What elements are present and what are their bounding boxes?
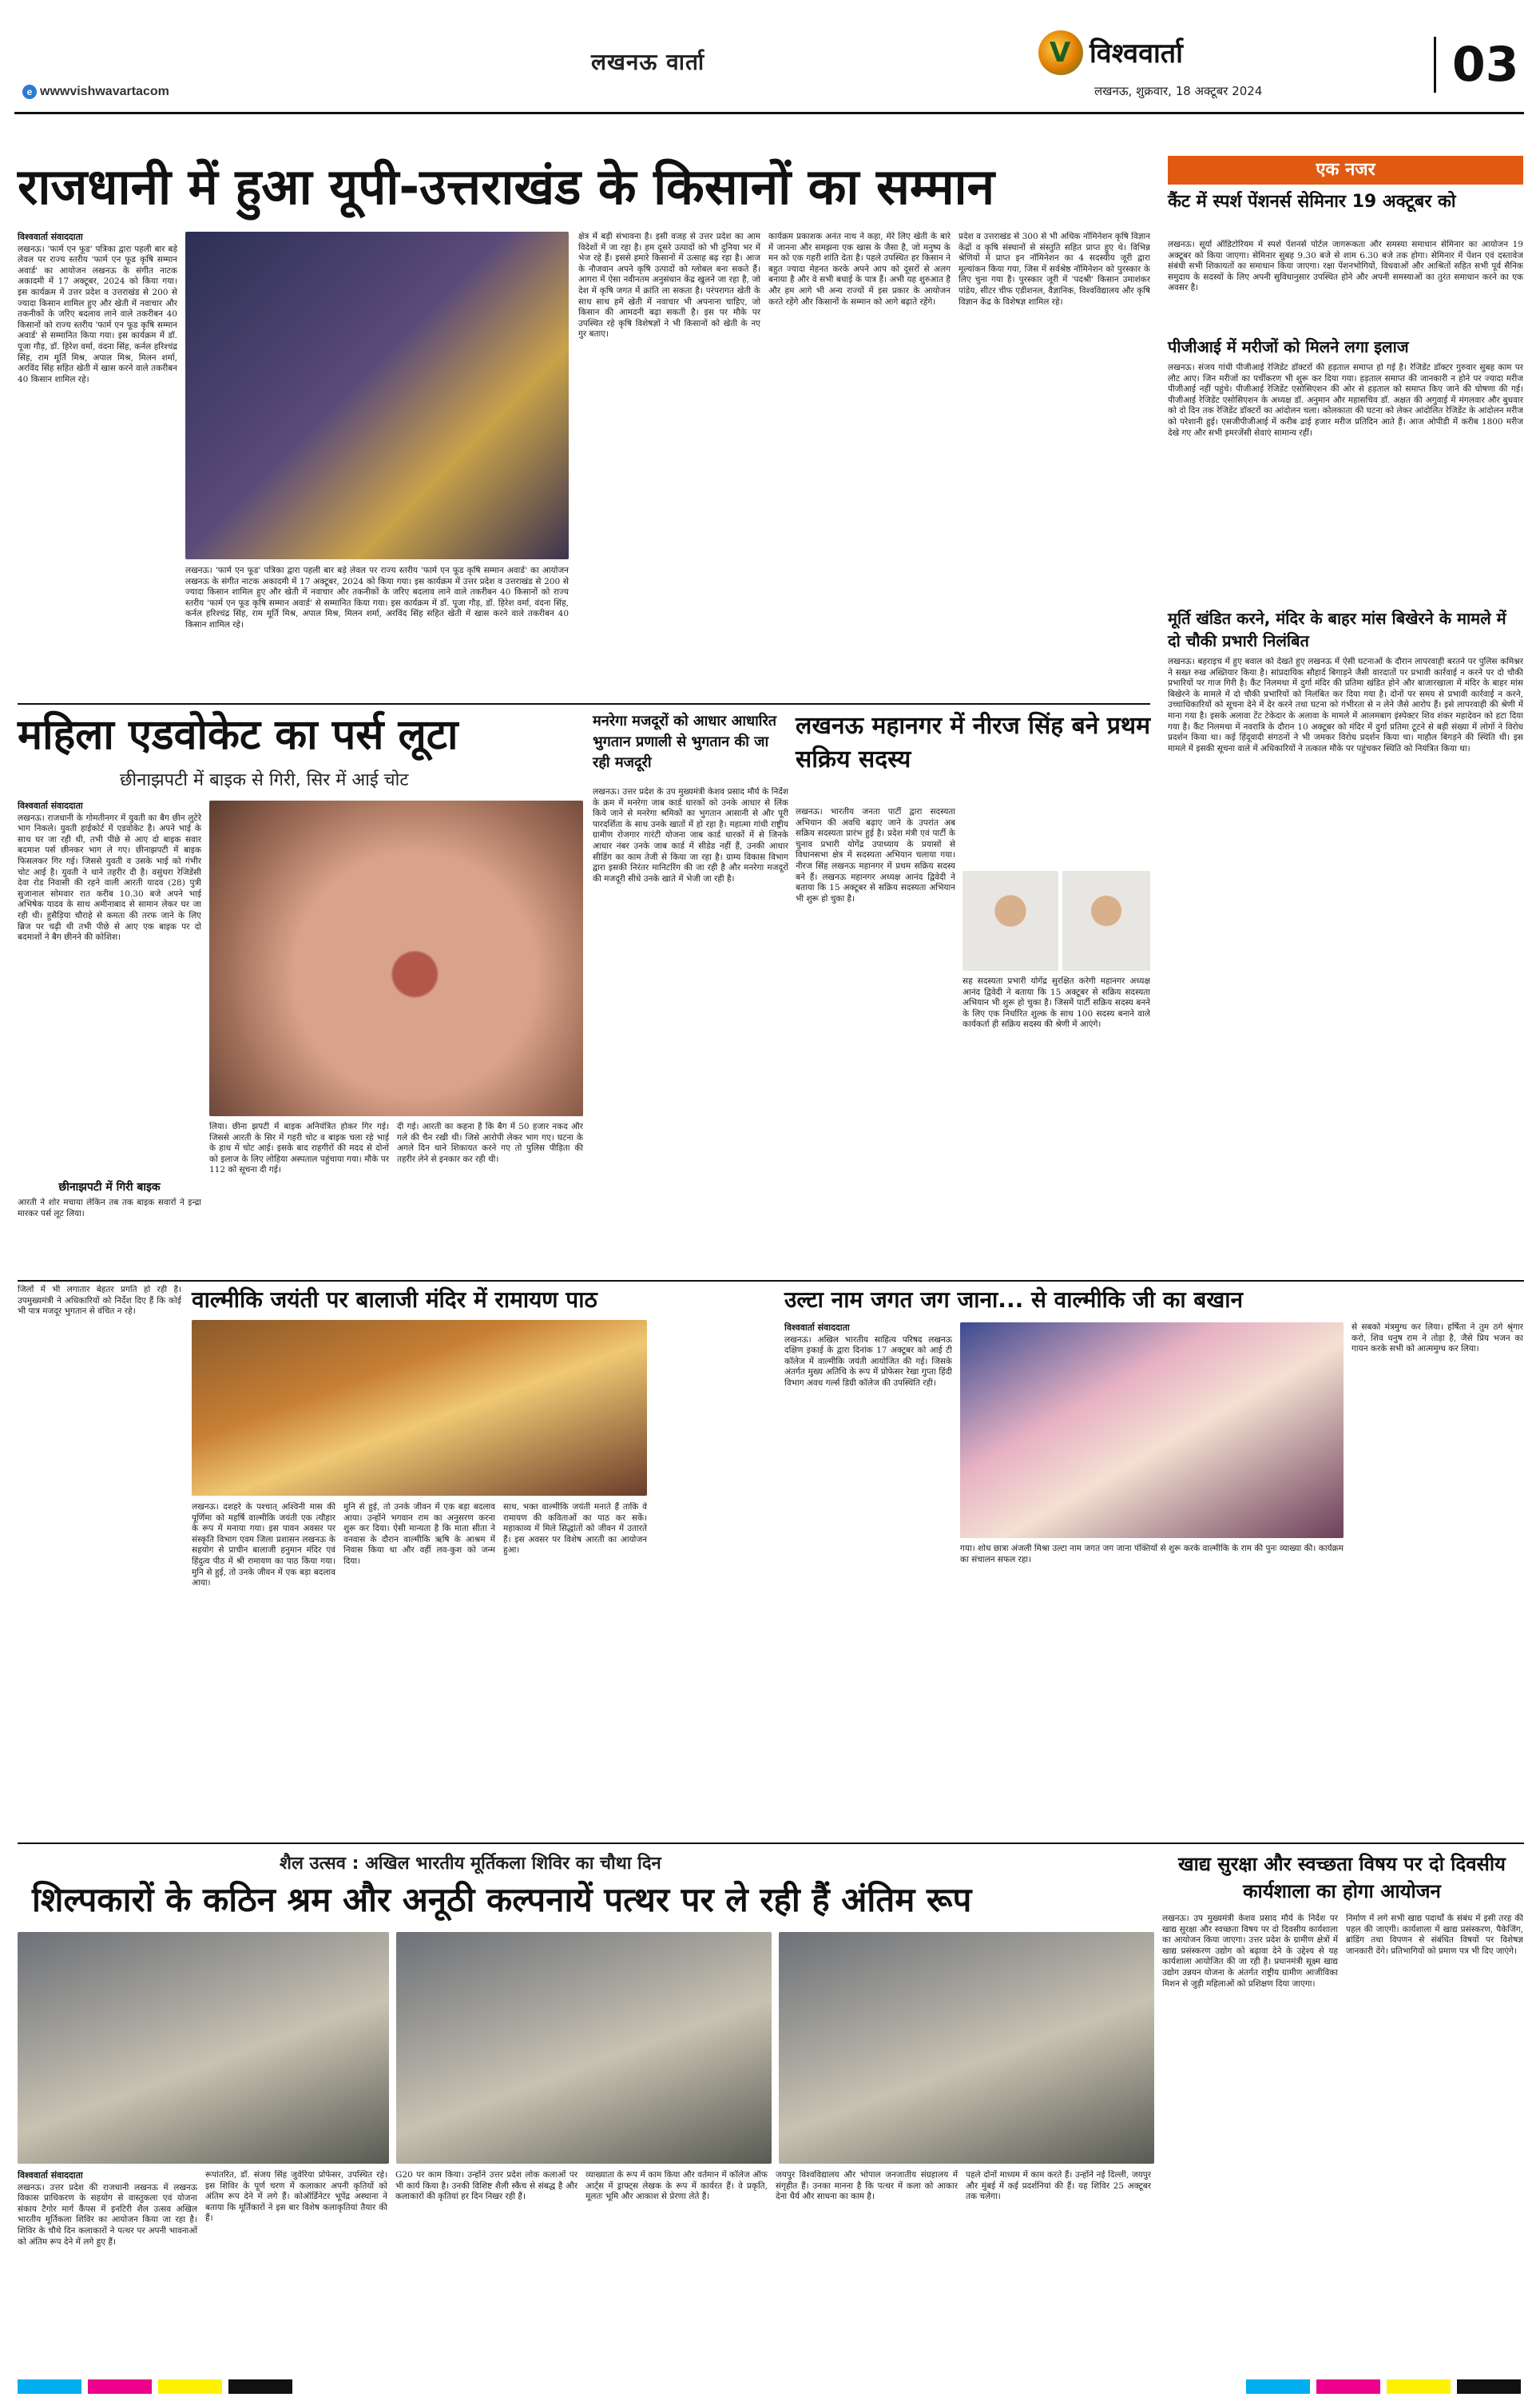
valmiki-bakhan-photo: [960, 1322, 1344, 1538]
lead-photo-award-ceremony: [185, 232, 569, 559]
divider: [18, 703, 1150, 705]
site-url-text: wwwvishwavartacom: [40, 85, 169, 98]
valmiki-bakhan-col-1: [784, 1322, 952, 1838]
neeraj-headline: लखनऊ महानगर में नीरज सिंह बने प्रथम सक्रिय सदस्य: [796, 712, 1151, 773]
print-mark-cyan: [1246, 2379, 1310, 2394]
right-item-2-headline: पीजीआई में मरीजों को मिलने लगा इलाज: [1168, 337, 1409, 356]
print-mark-cyan: [18, 2379, 81, 2394]
valmiki-bakhan-col-3: से सबको मंत्रमुग्ध कर लिया। हर्षिता ने तुम ठगे श्रृंगार करो, शिव धनुष राम ने तोड़ा है, जैसे प्रिय भजन का गायन करके सभी को आत्ममुग्ध कर लिया।: [1351, 1322, 1523, 1354]
divider: [18, 1842, 1524, 1844]
valmiki-temple-col-3: साथ, भक्त वाल्मीकि जयंती मनाते हैं ताकि वे रामायण की कविताओं का पाठ कर सकें। महाकाव्य में मिले सिद्धांतों को जीवन में उतारते हैं। इस अवसर पर विशेष आरती का आयोजन हुआ।: [503, 1502, 647, 1556]
sculpture-col-6: पहले दोनों माध्यम में काम करते हैं। उन्होंने नई दिल्ली, जयपुर और मुंबई में कई प्रदर्शनियां की हैं। यह शिविर 25 अक्टूबर तक चलेगा।: [966, 2170, 1151, 2202]
manrega-headline: मनरेगा मजदूरों को आधार आधारित भुगतान प्रणाली से भुगतान की जा रही मजदूरी: [593, 713, 777, 771]
advocate-col-2: लिया। छीना झपटी में बाइक अनियंत्रित होकर गिर गई। जिससे आरती के सिर में गहरी चोट व बाइक चला रहे भाई के हाथ में चोट आई। इसके बाद राहगीरों की मदद से दोनों को इलाज के लिए लोहिया अस्पताल पहुंचाया गया। मौके पर 112 को सूचना दी गई।: [209, 1122, 389, 1175]
lead-col-1b: [185, 566, 569, 698]
valmiki-temple-col-2: मुनि से हुई, तो उनके जीवन में एक बड़ा बदलाव आया। उन्होंने भगवान राम का अनुसरण करना शुरू कर दिया। ऐसी मान्यता है कि माता सीता ने वनवास के दौरान वाल्मीकि ऋषि के आश्रम में निवास किया था और वहीं लव-कुश को जन्म दिया।: [343, 1502, 495, 1566]
sculpture-photo-3: [779, 1932, 1154, 2164]
print-mark-magenta: [1316, 2379, 1380, 2394]
print-mark-magenta: [88, 2379, 152, 2394]
valmiki-bakhan-col-2: गया। शोध छात्रा अंजली मिश्रा उल्टा नाम जगत जग जाना पंक्तियों से शुरू करके वाल्मीकि के राम की पुनः व्याख्या की। कार्यक्रम का संचालन सफल रहा।: [960, 1544, 1344, 1564]
right-item-1-body: लखनऊ। सूर्या ऑडिटोरियम में स्पर्श पेंशनर्स पोर्टल जागरूकता और समस्या समाधान सेमिनार का आयोजन 19 अक्टूबर को किया जाएगा। सेमिनार सुबह 9.30 बजे से शाम 6.30 बजे तक होगा। सेमिनार में पेंशन एवं दस्तावेज संबंधी सभी शिकायतों का समाधान किया जाएगा। रक्षा पेंशनभोगियों, विधवाओं और आश्रितों सहित सभी पूर्व सैनिक समुदाय के सदस्यों के लिए अपनी सुविधानुसार उपस्थित होने और अपनी समस्याओं का तुरंत समाधान करने का एक अवसर है।: [1168, 240, 1523, 293]
lead-headline: राजधानी में हुआ यूपी-उत्तराखंड के किसानों का सम्मान: [18, 157, 995, 216]
advocate-box-body: आरती ने शोर मचाया लेकिन तब तक बाइक सवारों ने इन्द्रा मारकर पर्स लूट लिया।: [18, 1198, 201, 1218]
valmiki-bakhan-byline: विश्ववार्ता संवाददाता: [784, 1322, 850, 1333]
print-mark-yellow: [1387, 2379, 1451, 2394]
sculpture-photo-1: [18, 1932, 389, 2164]
lead-byline: विश्ववार्ता संवाददाता: [18, 232, 83, 242]
lead-col-3: कार्यक्रम प्रकाशक अनंत नाथ ने कहा, मेरे लिए खेती के बारे में जानना और समझना एक खास के जैसा है, जो मनुष्य के मन को एक गहरी शांति देता है। पहले उपस्थित हर किसान ने बहुत ज्यादा मेहनत करके अपने आप को दूसरों से अलग बनाया है और वे सभी बधाई के पात्र हैं। अभी यह शुरुआत है और हम आगे भी अन्य राज्यों में इस प्रकार के आयोजन करते रहेंगे और किसानों के सम्मान को आगे बढ़ाते रहेंगे।: [768, 232, 951, 307]
sculpture-col-5: जयपुर विश्वविद्यालय और भोपाल जनजातीय संग्रहालय में संगृहीत हैं। उनका मानना है कि पत्थर में कला को आकार देना धैर्य और साधना का काम है।: [776, 2170, 958, 2202]
valmiki-bakhan-body: लखनऊ। अखिल भारतीय साहित्य परिषद लखनऊ दक्षिण इकाई के द्वारा दिनांक 17 अक्टूबर को आई टी कॉलेज में वाल्मीकि जयंती आयोजित की गई। जिसके अंतर्गत मुख्य अतिथि के रूप में प्रोफेसर रेखा गुप्ता हिंदी विभाग अवध गर्ल्स डिग्री कॉलेज की उपस्थिति रही।: [784, 1334, 952, 1388]
sculpture-col-2: रूपांतरित, डॉ. संजय सिंह जुवेरिया प्रोफेसर, उपस्थित रहे। इस शिविर के पूर्ण चरण में कलाकार अपनी कृतियों को अंतिम रूप देने में लगे हैं। कोऑर्डिनेटर भूपेंद्र अस्थाना ने बताया कि मूर्तिकारों ने इस बार विशेष कलाकृतियां तैयार की हैं।: [205, 2170, 387, 2224]
lead-col-2: क्षेत्र में बड़ी संभावना है। इसी वजह से उत्तर प्रदेश का आम विदेशों में जा रहा है। हम दूसरे उत्पादों को भी दुनिया भर में भेज रहे हैं। इससे हमारे किसानों में उत्साह बढ़ रहा है। आज के नौजवान अपने कृषि उत्पादों को ग्लोबल बना सकते हैं। आगरा में ऐसा नवीनतम अनुसंधान केंद्र खुलने जा रहा है, जो देश में कृषि जगत में क्रांति ला सकता है। परंपरागत खेती के साथ साथ हमें खेती में नवाचार भी अपनाना चाहिए, जो किसान की आमदनी बढ़ा सकती है। इस पर मौके पर उपस्थित रहे कृषि विशेषज्ञों ने भी किसानों को खेती के नए गुर बताए।: [578, 232, 760, 340]
sculpture-body: लखनऊ। उत्तर प्रदेश की राजधानी लखनऊ में लखनऊ विकास प्राधिकरण के सहयोग से वास्तुकला एवं योजना संकाय टैगोर मार्ग कैंपस में इनटिरी शैल उत्सव अखिल भारतीय मूर्तिकला शिविर का आयोजन किया जा रहा है। शिविर के चौथे दिन कलाकारों ने पत्थर पर अपनी भावनाओं को अंतिम रूप देने में लगे हुए हैं।: [18, 2182, 197, 2247]
masthead: [0, 0, 1540, 120]
advocate-byline: विश्ववार्ता संवाददाता: [18, 801, 83, 811]
advocate-col-1: [18, 801, 201, 1176]
sculpture-col-3: G20 पर काम किया। उन्होंने उत्तर प्रदेश लोक कलाओं पर भी कार्य किया है। उनकी विशिष्ट शैली स्कैच से संबद्ध है और कलाकारों की कृतियां हर दिन निखर रही हैं।: [395, 2170, 578, 2202]
right-item-1-headline: कैंट में स्पर्श पेंशनर्स सेमिनार 19 अक्टूबर को: [1168, 192, 1456, 212]
print-mark-black: [1457, 2379, 1521, 2394]
page-number: 03: [1434, 37, 1519, 93]
masthead-rule: [14, 112, 1524, 114]
neeraj-col-1: लखनऊ। भारतीय जनता पार्टी द्वारा सदस्यता अभियान की अवधि बढ़ाए जाने के उपरांत अब सक्रिय सदस्यता प्रारंभ हुई है। प्रदेश मंत्री एवं पार्टी के चुनाव प्रभारी योगेंद्र उपाध्याय के प्रयासों से विधानसभा क्षेत्र में सदस्यता अभियान चलाया गया। नीरज सिंह लखनऊ महानगर में प्रथम सक्रिय सदस्य बने हैं। लखनऊ महानगर अध्यक्ष आनंद द्विवेदी ने बताया कि 15 अक्टूबर से सक्रिय सदस्यता अभियान भी शुरू हो चुका है।: [796, 807, 955, 904]
lead-col-4: प्रदेश व उत्तराखंड से 300 से भी अधिक नॉमिनेशन कृषि विज्ञान केंद्रों व कृषि संस्थानों से संस्तुति सहित प्राप्त हुए थे। विभिन्न श्रेणियों में प्राप्त इन नॉमिनेशन का 4 सदस्यीय जूरी द्वारा मूल्यांकन किया गया, जिस में सर्वश्रेष्ठ नॉमिनेशन को पुरस्कार के लिए चुना गया है। पुरस्कार जूरी में 'पदश्री' किसान उमाशंकर पांडेय, सीटर चीफ एडीशनल, वैज्ञानिक, विश्वविद्यालय और कृषि विज्ञान केंद्र के विशेषज्ञ शामिल रहे।: [959, 232, 1150, 307]
neeraj-col-2: सह सदस्यता प्रभारी योगेंद्र सुरक्षित करेगी महानगर अध्यक्ष आनंद द्विवेदी ने बताया कि 15 अक्टूबर से सक्रिय सदस्यता अभियान भी शुरू हो चुका है। जिसमें पार्टी सक्रिय सदस्य बनने के लिए एक निर्धारित शुल्क के साथ 100 सदस्य बनाने वाले कार्यकर्ता ही सक्रिय सदस्य की श्रेणी में आएंगे।: [963, 976, 1150, 1030]
section-title: लखनऊ वार्ता: [591, 49, 705, 75]
right-item-3-body: लखनऊ। बहराइच में हुए बवाल को देखते हुए लखनऊ में ऐसी घटनाओं के दौरान लापरवाही बरतने पर पुलिस कमिश्नर ने सख्त रुख अख्तियार किया है। सांप्रदायिक सौहार्द बिगाड़ने जैसी वारदातों पर प्रभावी कार्रवाई न करने पर दो चौकी प्रभारियों पर गाज गिरी है। कैंट निलमथा में दुर्गा मंदिर की प्रतिमा खंडित होने और बाजारखाला में मंदिर के बाहर मांस बिखेरने के मामले में दो चौकी प्रभारियों को निलंबित कर दिया गया है। दोनों पर समय से प्रभावी कार्रवाई न करने, उच्चाधिकारियों को सूचना देने में देर करने तथा घटना को गंभीरता से न लेने जैसे आरोप हैं। इसे लापरवाही की श्रेणी में माना गया है। इसके अलावा टेंट टेकेदार के अलावा के मामले में आलमबाग इंस्पेक्टर शिव शंकर महादेवन को हटा दिया गया है। कैंट निलमथा में नवरात्रि के दौरान 10 अक्टूबर को मंदिर में दुर्गा प्रतिमा टूटने से बड़ी संख्या में लोगों ने विरोध प्रदर्शन किया था। कई हिंदूवादी संगठनों ने भी जमकर विरोध प्रदर्शन किया था। माहौल बिगड़ने की स्थिति थी। इस मामले में इसकी सूचना वाले में अधिकारियों ने तत्काल मौके पर पहुंचकर स्थिति को नियंत्रित किया था।: [1168, 657, 1523, 753]
right-item-3-headline: मूर्ति खंडित करने, मंदिर के बाहर मांस बिखेरने के मामले में दो चौकी प्रभारी निलंबित: [1168, 609, 1506, 650]
advocate-box-title: छीनाझपटी में गिरी बाइक: [58, 1181, 161, 1194]
advocate-subhead: छीनाझपटी में बाइक से गिरी, सिर में आई चोट: [120, 770, 409, 790]
manrega-body: लखनऊ। उत्तर प्रदेश के उप मुख्यमंत्री केशव प्रसाद मौर्य के निर्देश के क्रम में मनरेगा जाब कार्ड धारकों को उनके आधार से लिंक किये जाने से मनरेगा श्रमिकों का भुगतान आसानी से और पूरी पारदर्शिता के साथ उनके खातों में हो रहा है। महात्मा गांधी राष्ट्रीय ग्रामीण रोजगार गारंटी योजना जाब कार्ड धारकों में से जिनके आधार नंबर उनके जाब कार्ड में सीडेड नहीं हैं, उनकी आधार सीडिंग का काम तेजी से किया जा रहा है। ग्राम्य विकास विभाग द्वारा इसकी निरंतर मानिटरिंग की जा रही है और मनरेगा मजदूरों की मजदूरी सीधे उनके खाते में भेजी जा रही है।: [593, 787, 788, 884]
print-mark-yellow: [158, 2379, 222, 2394]
advocate-col-3: दी गई। आरती का कहना है कि बैग में 50 हजार नकद और गले की चैन रखी थी। जिसे आरोपी लेकर भाग गए। घटना के अगले दिन थाने शिकायत करने गए तो पुलिस पीड़िता की तहरीर लेने से इनकार कर रही थी।: [397, 1122, 583, 1164]
brand-logo: [1038, 30, 1278, 78]
site-url[interactable]: [22, 85, 169, 99]
sculpture-headline: शिल्पकारों के कठिन श्रम और अनूठी कल्पनायें पत्थर पर ले रही हैं अंतिम रूप: [32, 1880, 972, 1919]
advocate-headline: महिला एडवोकेट का पर्स लूटा: [18, 711, 458, 759]
advocate-box: [18, 1179, 201, 1275]
divider: [18, 1280, 1524, 1282]
browser-icon: e: [22, 85, 37, 99]
lead-col-1-text: लखनऊ। 'फार्म एन फूड' पत्रिका द्वारा पहली बार बड़े लेवल पर राज्य स्तरीय 'फार्म एन फूड कृषि सम्मान अवार्ड' का आयोजन लखनऊ के संगीत नाटक अकादमी में 17 अक्टूबर, 2024 को किया गया। इस कार्यक्रम में उत्तर प्रदेश व उत्तराखंड से 200 से ज्यादा किसान शामिल हुए और खेती में नवाचार और तकनीकों के जरिए बदलाव लाने वाले तकरीबन 40 किसानों को राज्य स्तरीय 'फार्म एन फूड कृषि सम्मान अवार्ड' से सम्मानित किया गया। इस कार्यक्रम में डॉ. पूजा गौड़, डॉ. हिरेश वर्मा, वंदना सिंह, कर्नल हरिश्चंद्र सिंह, राम मूर्ति मिश्र, अपाल मिश्र, मिलन शर्मा, अरविंद सिंह सहित खेती में खास करने वाले तकरीबन 40 किसान शामिल रहे।: [18, 244, 177, 384]
sculpture-kicker: शैल उत्सव : अखिल भारतीय मूर्तिकला शिविर का चौथा दिन: [280, 1854, 661, 1874]
sculpture-photo-2: [396, 1932, 772, 2164]
lead-col-1b-text: लखनऊ। 'फार्म एन फूड' पत्रिका द्वारा पहली बार बड़े लेवल पर राज्य स्तरीय 'फार्म एन फूड कृषि सम्मान अवार्ड' का आयोजन लखनऊ के संगीत नाटक अकादमी में 17 अक्टूबर, 2024 को किया गया। इस कार्यक्रम में उत्तर प्रदेश व उत्तराखंड से 200 से ज्यादा किसान शामिल हुए और खेती में नवाचार और तकनीकों के जरिए बदलाव लाने वाले तकरीबन 40 किसानों को राज्य स्तरीय 'फार्म एन फूड कृषि सम्मान अवार्ड' से सम्मानित किया गया। इस कार्यक्रम में डॉ. पूजा गौड़, डॉ. हिरेश वर्मा, वंदना सिंह, कर्नल हरिश्चंद्र सिंह, राम मूर्ति मिश्र, अपाल मिश्र, मिलन शर्मा, अरविंद सिंह सहित खेती में खास करने वाले तकरीबन 40 किसान शामिल रहे।: [185, 566, 569, 630]
ek-nazar-label: एक नजर: [1168, 156, 1523, 185]
neeraj-photo-1: [963, 871, 1058, 971]
lead-col-1: [18, 232, 177, 699]
valmiki-temple-col-1: लखनऊ। दशहरे के पश्चात् अश्विनी मास की पूर्णिमा को महर्षि वाल्मीकि जयंती एक त्यौहार के रूप में मनाया गया। इस पावन अवसर पर संस्कृति विभाग एवम जिला प्रशासन लखनऊ के सहयोग से प्राचीन बालाजी हनुमान मंदिर एवं हिंदुत्व पीठ में श्री रामायण का पाठ किया गया। मुनि से हुई, तो उनके जीवन में एक बड़ा बदलाव आया।: [192, 1502, 335, 1588]
advocate-body: लखनऊ। राजधानी के गोमतीनगर में युवती का बैग छीन लुटेरे भाग निकले। युवती हाईकोर्ट में एडवोकेट है। अपने भाई के साथ घर जा रही थी, तभी पीछे से आए दो बाइक सवार बदमाश पर्स छीनकर भाग ले गए। छीनाझपटी में बाइक फिसलकर गिर गई। जिससे युवती व उसके भाई को गंभीर चोट आई है। युवती ने थाने तहरीर दी है। वसुंधरा रेजिडेंसी देवा रोड निवासी की रहने वाली आरती यादव (28) पुत्री सुजानाल सोमवार रात करीब 10.30 बजे अपने भाई अभिषेक यादव के साथ अमीनाबाद से सामान लेकर घर जा रही थी। हुसैड़िया चौराहे से कमता की तरफ जाने के लिए ब्रिज पर चढ़ी थी तभी पीछे से आए एक बाइक पर दो बदमाशों ने बैग छीनने की कोशिश।: [18, 813, 201, 943]
bus-story-col: जिलों में भी लगातार बेहतर प्रगति हो रही है। उपमुख्यमंत्री ने अधिकारियों को निर्देश दिए हैं कि कोई भी पात्र मजदूर भुगतान से वंचित न रहे।: [18, 1285, 181, 1317]
sculpture-col-1: [18, 2170, 197, 2376]
print-mark-black: [228, 2379, 292, 2394]
sculpture-byline: विश्ववार्ता संवाददाता: [18, 2170, 83, 2180]
food-safety-headline: खाद्य सुरक्षा और स्वच्छता विषय पर दो दिवसीय कार्यशाला का होगा आयोजन: [1178, 1853, 1506, 1902]
valmiki-temple-headline: वाल्मीकि जयंती पर बालाजी मंदिर में रामायण पाठ: [192, 1286, 597, 1313]
sculpture-col-4: व्याख्याता के रूप में काम किया और वर्तमान में कॉलेज ऑफ आर्ट्स में ड्राफ्ट्स लेखक के रूप में कार्यरत हैं। वे प्रकृति, मूलतः भूमि और आकाश से प्रेरणा लेते हैं।: [585, 2170, 768, 2202]
dateline: लखनऊ, शुक्रवार, 18 अक्टूबर 2024: [1094, 84, 1263, 98]
neeraj-photo-2: [1062, 871, 1150, 971]
food-safety-col-1: लखनऊ। उप मुख्यमंत्री केशव प्रसाद मौर्य के निर्देश पर खाद्य सुरक्षा और स्वच्छता विषय पर दो दिवसीय कार्यशाला का आयोजन किया जाएगा। उत्तर प्रदेश के ग्रामीण क्षेत्रों में खाद्य प्रसंस्करण उद्योग को बढ़ावा देने के उद्देश्य से यह कार्यशाला आयोजित की जा रही है। प्रधानमंत्री सूक्ष्म खाद्य उद्योग उन्नयन योजना के अंतर्गत राष्ट्रीय ग्रामीण आजीविका मिशन से जुड़ी महिलाओं को प्रशिक्षण दिया जाएगा।: [1162, 1914, 1338, 1989]
food-safety-col-2: निर्माण में लगे सभी खाद्य पदार्थों के संबंध में इसी तरह की पहल की जाएगी। कार्यशाला में खाद्य प्रसंस्करण, पैकेजिंग, ब्रांडिंग तथा विपणन से संबंधित विषयों पर विशेषज्ञ जानकारी देंगे। प्रतिभागियों को प्रमाण पत्र भी दिए जाएंगे।: [1346, 1914, 1523, 1956]
valmiki-bakhan-headline: उल्टा नाम जगत जग जाना... से वाल्मीकि जी का बखान: [784, 1286, 1244, 1313]
advocate-photo-injury: [209, 801, 583, 1116]
logo-badge-icon: [1038, 30, 1083, 75]
valmiki-temple-photo: [192, 1320, 647, 1496]
brand-name: विश्ववार्ता: [1090, 38, 1183, 70]
right-item-2-body: लखनऊ। संजय गांधी पीजीआई रेजिडेंट डॉक्टरों की हड़ताल समाप्त हो गई है। रेजिडेंट डॉक्टर गुरुवार सुबह काम पर लौट आए। जिन मरीजों का पर्चीकरण भी शुरू कर दिया गया। हड़ताल समाप्त की जानकारी न होने पर ज्यादा मरीज पीजीआई नहीं पहुंचे। पीजीआई रेजिडेंट एसोसिएशन की ओर से हड़ताल को समाप्त किए जाने की घोषणा की गई। पीजीआई रेजिडेंट एसोसिएशन के अध्यक्ष डॉ. अनुमान और महासचिव डॉ. अक्षत की अगुवाई में मंगलवार और बुधवार को दो दिन तक रेजिडेंट डॉक्टरों का आंदोलन चला। कोलकाता की घटना को लेकर आंदोलित रेजिडेंट के आंदोलन मरीज को परेशानी हुई। एसजीपीजीआई में करीब ढाई हजार मरीज प्रतिदिन आते हैं। आज ओपीडी में करीब 1800 मरीज देखे गए और सभी इमरजेंसी सेवाएं सामान्य रहीं।: [1168, 363, 1523, 438]
